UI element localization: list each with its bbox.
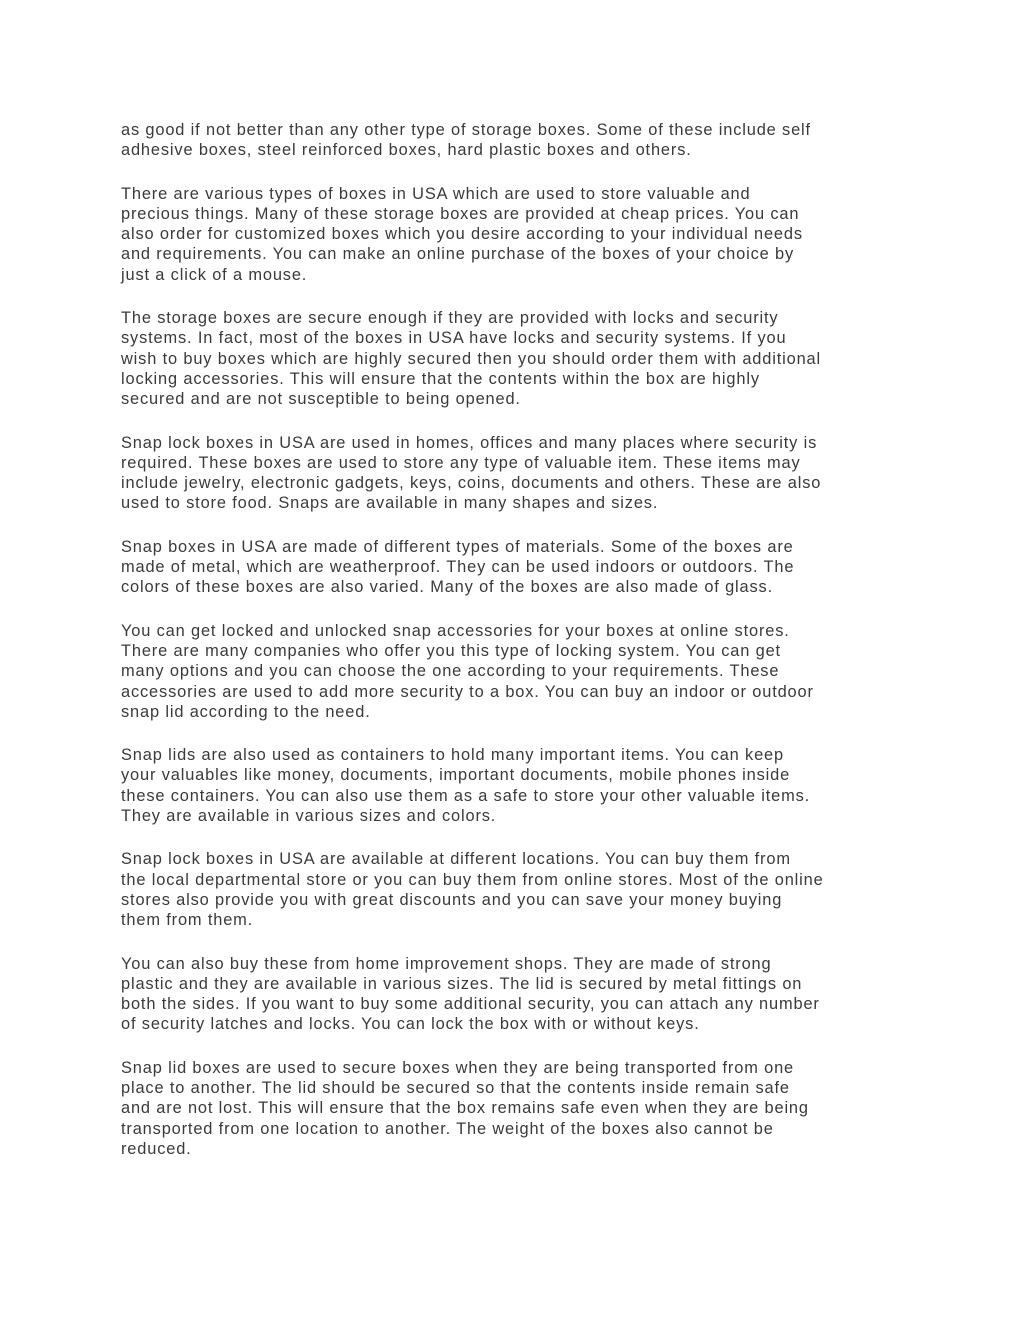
- document-body: [121, 120, 911, 1182]
- paragraph-1: as good if not better than any other type of storage boxes. Some of these include self adhesive boxes, steel reinforced boxes, hard plastic boxes and others.: [121, 121, 811, 160]
- paragraph-7: Snap lids are also used as containers to hold many important items. You can keep your valuables like money, documents, important documents, mobile phones inside these containers. You can also use them as a safe to store your other valuable items. They are available in various sizes and colors.: [121, 746, 811, 826]
- paragraph-3: The storage boxes are secure enough if they are provided with locks and security systems. In fact, most of the boxes in USA have locks and security systems. If you wish to buy boxes which are highly secured then you should order them with additional locking accessories. This will ensure that the contents within the box are highly secured and are not susceptible to being opened.: [121, 309, 822, 409]
- paragraph-9: You can also buy these from home improvement shops. They are made of strong plastic and they are available in various sizes. The lid is secured by metal fittings on both the sides. If you want to buy some additional security, you can attach any number of security latches and locks. You can lock the box with or without keys.: [121, 954, 820, 1034]
- paragraph-2: There are various types of boxes in USA which are used to store valuable and precious things. Many of these storage boxes are provided at cheap prices. You can also order for customized boxes which you desire according to your individual needs and requirements. You can make an online purchase of the boxes of your choice by just a click of a mouse.: [121, 184, 803, 284]
- paragraph-4: Snap lock boxes in USA are used in homes, offices and many places where security is required. These boxes are used to store any type of valuable item. These items may include jewelry, electronic gadgets, keys, coins, documents and others. These are also used to store food. Snaps are available in many shapes and sizes.: [121, 433, 822, 513]
- paragraph-8: Snap lock boxes in USA are available at different locations. You can buy them from the local departmental store or you can buy them from online stores. Most of the online stores also provide you with great discounts and you can save your money buying them from them.: [121, 850, 824, 930]
- paragraph-10: Snap lid boxes are used to secure boxes when they are being transported from one place to another. The lid should be secured so that the contents inside remain safe and are not lost. This will ensure that the box remains safe even when they are being transported from one location to another. The weight of the boxes also cannot be reduced.: [121, 1058, 809, 1158]
- paragraph-6: You can get locked and unlocked snap accessories for your boxes at online stores. There are many companies who offer you this type of locking system. You can get many options and you can choose the one according to your requirements. These accessories are used to add more security to a box. You can buy an indoor or outdoor snap lid according to the need.: [121, 621, 814, 721]
- paragraph-5: Snap boxes in USA are made of different types of materials. Some of the boxes are made of metal, which are weatherproof. They can be used indoors or outdoors. The colors of these boxes are also varied. Many of the boxes are also made of glass.: [121, 537, 795, 597]
